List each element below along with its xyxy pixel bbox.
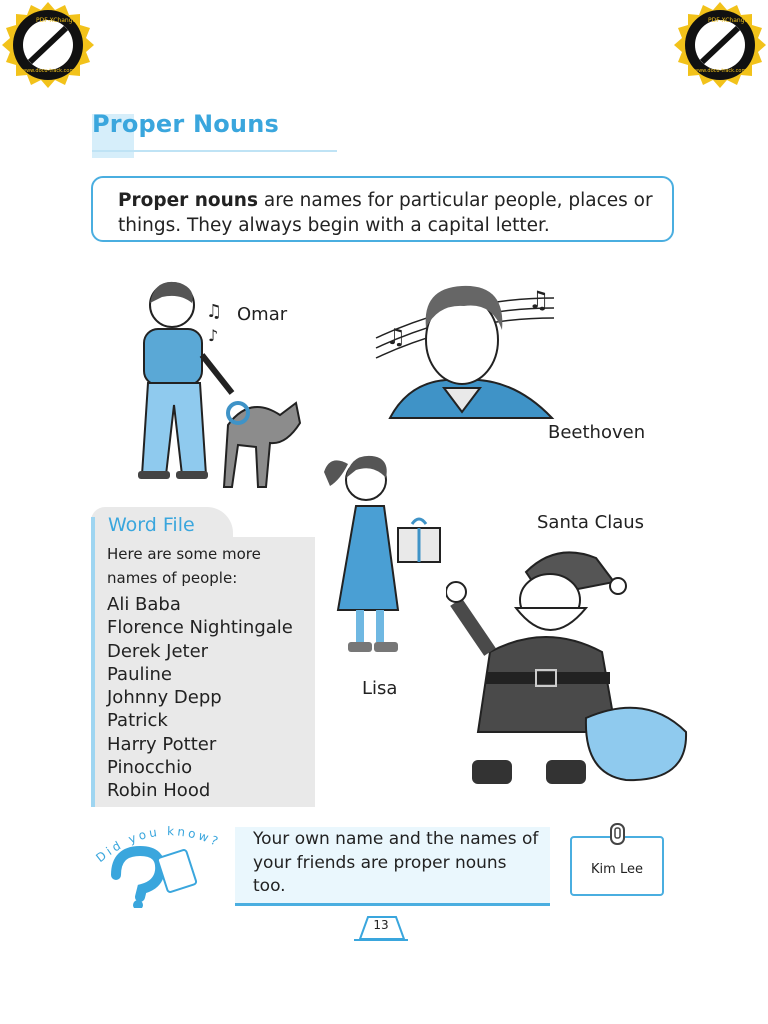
svg-text:PDF-XChange: PDF-XChange <box>708 17 749 24</box>
page-number <box>354 913 408 943</box>
beethoven-illustration <box>372 278 558 428</box>
music-note-icon-2: ♫ <box>528 286 550 314</box>
girl-figure <box>324 456 398 652</box>
label-santa-claus: Santa Claus <box>537 512 645 533</box>
label-lisa: Lisa <box>362 678 398 699</box>
did-you-know-text: Your own name and the names of your friends are proper nouns too. <box>253 829 539 896</box>
pdf-xchange-badge-left[interactable] <box>0 0 96 96</box>
svg-text:www.docu-track.com: www.docu-track.com <box>22 68 75 74</box>
list-item: Derek Jeter <box>107 640 209 662</box>
label-beethoven: Beethoven <box>548 422 646 443</box>
did-you-know-underline <box>235 903 550 906</box>
svg-text:Did you know?: Did you know? <box>93 824 223 866</box>
lisa-illustration <box>320 450 445 665</box>
did-you-know-section <box>90 823 550 908</box>
word-file-edge <box>91 517 95 807</box>
music-note-icon: ♫ <box>386 325 406 350</box>
gift-sack-icon <box>586 708 686 780</box>
definition-text-line1: are names for particular people, places or <box>257 190 653 211</box>
list-item: Florence Nightingale <box>107 617 293 639</box>
santa-illustration <box>446 542 694 790</box>
svg-text:www.docu-track.com: www.docu-track.com <box>694 68 747 74</box>
word-file-intro: Here are some more names of people: <box>107 545 261 587</box>
list-item: Johnny Depp <box>107 687 222 709</box>
page-number-text: 13 <box>373 918 389 932</box>
list-item: Pauline <box>107 663 172 685</box>
definition-box <box>91 176 674 242</box>
dog-figure <box>224 403 300 487</box>
list-item: Harry Potter <box>107 733 217 755</box>
svg-text:♪: ♪ <box>208 326 219 345</box>
pdf-xchange-badge-right[interactable] <box>672 0 768 96</box>
name-tag-card <box>570 836 664 896</box>
list-item: Patrick <box>107 710 168 732</box>
list-item: Pinocchio <box>107 757 193 779</box>
gift-box-icon <box>398 519 440 562</box>
word-file-name-list <box>107 593 293 803</box>
paper-clip-icon <box>608 822 628 846</box>
list-item: Robin Hood <box>107 780 211 802</box>
title-underline <box>92 150 337 152</box>
list-item: Ali Baba <box>107 594 181 615</box>
label-omar: Omar <box>237 304 288 325</box>
did-you-know-icon <box>90 823 240 908</box>
word-file-title: Word File <box>108 514 195 536</box>
word-file-panel <box>91 507 315 807</box>
definition-text-line2: things. They always begin with a capital letter. <box>118 215 550 236</box>
page-heading <box>92 110 337 158</box>
svg-text:PDF-XChange: PDF-XChange <box>36 17 77 24</box>
page-title: Proper Nouns <box>92 110 279 138</box>
name-tag-text: Kim Lee <box>591 862 643 877</box>
svg-text:♫: ♫ <box>206 301 223 322</box>
music-notes-icon <box>206 301 222 345</box>
definition-term: Proper nouns <box>118 190 258 211</box>
